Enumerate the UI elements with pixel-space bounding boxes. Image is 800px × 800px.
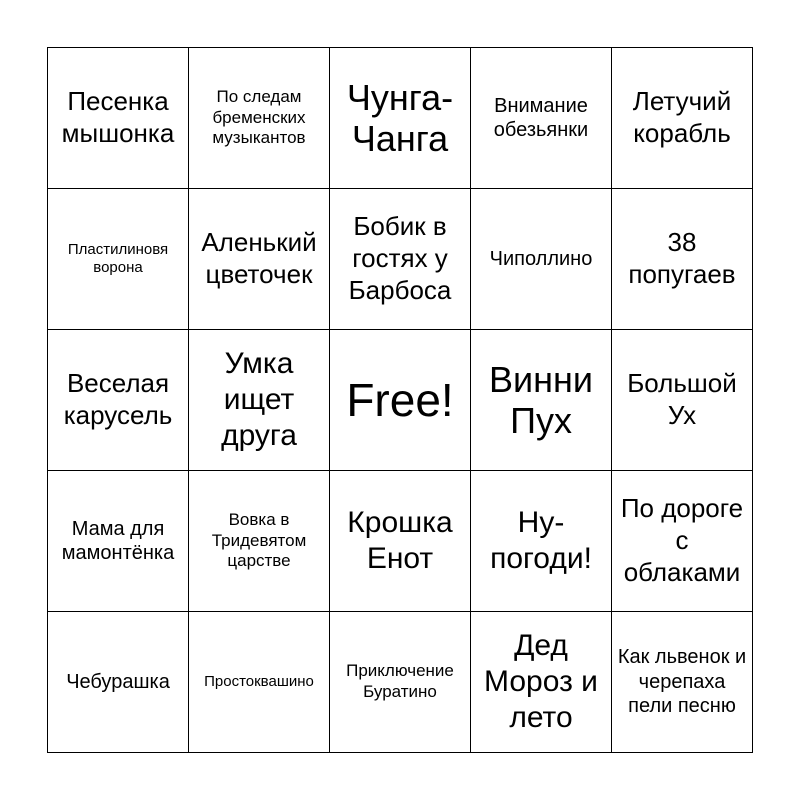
bingo-cell-text: Ну-погоди! [490,506,592,575]
bingo-cell-2-1[interactable] [48,189,189,330]
bingo-cell-2-4[interactable] [471,189,612,330]
bingo-cell-1-1[interactable] [48,48,189,189]
bingo-cell-4-3[interactable] [330,471,471,612]
bingo-board [47,47,753,753]
bingo-cell-text: Дед Мороз и лето [484,629,598,734]
bingo-cell-text: Вовка в Тридевятом царстве [211,509,307,571]
bingo-cell-2-5[interactable] [612,189,753,330]
bingo-cell-text: Внимание обезьянки [493,94,589,141]
bingo-cell-text: Винни Пух [489,358,593,441]
free-space-label: Free! [346,373,454,426]
bingo-cell-text: Чунга-Чанга [346,76,454,159]
bingo-cell-2-3[interactable] [330,189,471,330]
bingo-cell-1-4[interactable] [471,48,612,189]
bingo-cell-text: 38 попугаев [628,227,736,289]
bingo-cell-2-2[interactable] [189,189,330,330]
bingo-cell-text: Мама для мамонтёнка [61,517,175,564]
bingo-cell-4-4[interactable] [471,471,612,612]
bingo-cell-3-4[interactable] [471,330,612,471]
bingo-cell-text: По следам бременских музыкантов [212,86,306,148]
bingo-cell-3-1[interactable] [48,330,189,471]
bingo-cell-5-1[interactable] [48,612,189,753]
bingo-cell-text: Песенка мышонка [61,86,175,148]
bingo-cell-text: Большой Ух [627,368,737,430]
bingo-cell-text: Веселая карусель [63,368,173,430]
bingo-cell-4-5[interactable] [612,471,753,612]
bingo-cell-5-4[interactable] [471,612,612,753]
bingo-cell-1-5[interactable] [612,48,753,189]
bingo-cell-4-1[interactable] [48,471,189,612]
bingo-cell-3-3-free[interactable] [330,330,471,471]
bingo-cell-text: Приключение Буратино [346,661,454,701]
bingo-cell-text: Чиполлино [489,247,593,270]
bingo-cell-3-2[interactable] [189,330,330,471]
bingo-cell-text: По дороге с облаками [620,493,744,587]
bingo-cell-3-5[interactable] [612,330,753,471]
bingo-cell-text: Аленький цветочек [201,227,317,289]
bingo-cell-text: Как львенок и черепаха пели песню [617,646,747,718]
bingo-cell-5-3[interactable] [330,612,471,753]
bingo-cell-1-3[interactable] [330,48,471,189]
bingo-cell-5-2[interactable] [189,612,330,753]
bingo-cell-text: Умка ищет друга [221,347,297,452]
bingo-cell-text: Бобик в гостях у Барбоса [348,211,452,305]
bingo-cell-4-2[interactable] [189,471,330,612]
bingo-cell-1-2[interactable] [189,48,330,189]
bingo-cell-text: Чебурашка [66,670,170,693]
bingo-cell-text: Летучий корабль [632,86,732,148]
bingo-cell-text: Пластилиновя ворона [67,240,169,276]
bingo-cell-text: Крошка Енот [347,506,453,575]
bingo-cell-5-5[interactable] [612,612,753,753]
bingo-cell-text: Простоквашино [204,672,314,690]
